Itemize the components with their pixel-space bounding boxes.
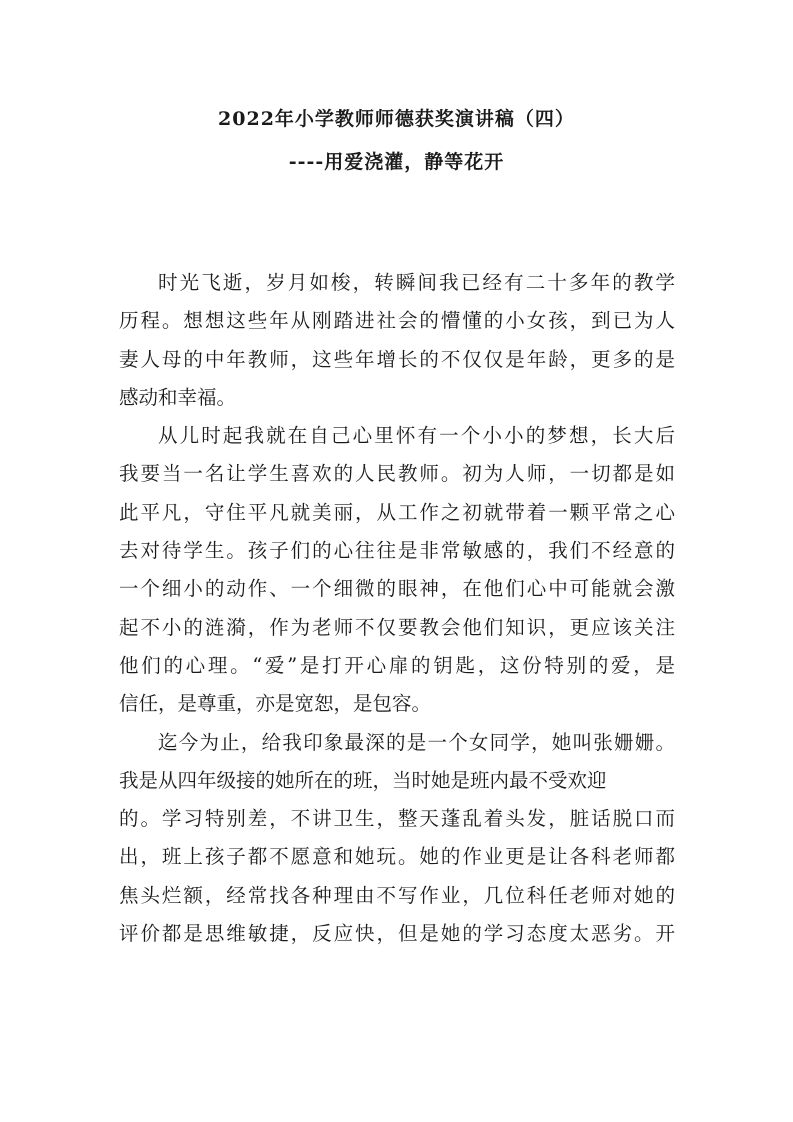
paragraph-2-line-2: 我要当一名让学生喜欢的人民教师。初为人师，一切都是如: [119, 462, 675, 486]
paragraph-1-line-1: 时光飞逝，岁月如梭，转瞬间我已经有二十多年的教学: [158, 271, 675, 294]
paragraph-3-line-1: 迄今为止，给我印象最深的是一个女同学，她叫张姗姗。: [158, 730, 675, 754]
paragraph-2-line-3: 此平凡，守住平凡就美丽，从工作之初就带着一颗平常之心: [119, 500, 675, 524]
paragraph-3-line-6: 评价都是思维敏捷，反应快，但是她的学习态度太恶劣。开: [119, 922, 675, 946]
paragraph-2-line-6: 起不小的涟漪，作为老师不仅要教会他们知识，更应该关注: [119, 615, 675, 639]
document-body: [119, 264, 675, 953]
paragraph-1-line-4: 感动和幸福。: [119, 385, 237, 409]
paragraph-2-line-4: 去对待学生。孩子们的心往往是非常敏感的，我们不经意的: [119, 539, 675, 563]
paragraph-3-line-3: 的。学习特别差，不讲卫生，整天蓬乱着头发，脏话脱口而: [119, 807, 675, 831]
paragraph-2-line-1: 从儿时起我就在自己心里怀有一个小小的梦想，长大后: [158, 424, 675, 448]
document-subtitle: ----用爱浇灌，静等花开: [288, 151, 505, 173]
paragraph-1-line-3: 妻人母的中年教师，这些年增长的不仅仅是年龄，更多的是: [119, 347, 675, 371]
document-title: 2022年小学教师师德获奖演讲稿（四）: [218, 108, 575, 130]
paragraph-3-line-4: 出，班上孩子都不愿意和她玩。她的作业更是让各科老师都: [119, 845, 675, 869]
paragraph-3-line-5: 焦头烂额，经常找各种理由不写作业，几位科任老师对她的: [119, 883, 675, 907]
paragraph-2-line-5: 一个细小的动作、一个细微的眼神，在他们心中可能就会激: [119, 577, 675, 601]
paragraph-2-line-7: 他们的心理。“爱”是打开心扉的钥匙，这份特别的爱，是: [119, 653, 675, 677]
paragraph-3-line-2: 我是从四年级接的她所在的班，当时她是班内最不受欢迎: [119, 768, 607, 792]
paragraph-2-line-8: 信任，是尊重，亦是宽恕，是包容。: [119, 692, 432, 716]
paragraph-1-line-2: 历程。想想这些年从刚踏进社会的懵懂的小女孩，到已为人: [119, 309, 675, 333]
